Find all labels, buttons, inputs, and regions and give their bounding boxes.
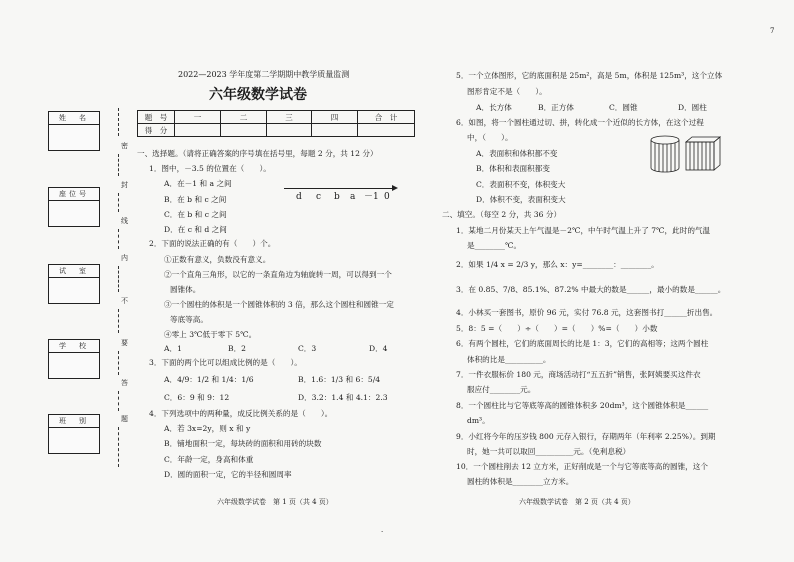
q4-option-c: C．年龄一定，身高和体重 bbox=[164, 455, 254, 464]
score-input-cell[interactable] bbox=[358, 124, 415, 137]
q2-option-a: A．1 bbox=[164, 344, 182, 353]
score-table-header-cell: 一 bbox=[175, 111, 221, 124]
score-table-header-cell: 三 bbox=[267, 111, 312, 124]
school-field-box bbox=[48, 339, 100, 379]
q6-stem-cont: 中，（ ）。 bbox=[467, 133, 513, 142]
q6-stem: 6．如图，将一个圆柱通过切、拼，转化成一个近似的长方体，在这个过程 bbox=[456, 118, 704, 127]
q5-option-b: B．正方体 bbox=[538, 103, 574, 112]
number-line-label: d bbox=[296, 192, 302, 202]
q1-option-b: B．在 b 和 c 之间 bbox=[164, 195, 227, 204]
q4-option-d: D．圆的面积一定，它的半径和圆周率 bbox=[164, 470, 292, 479]
seat-field-box bbox=[48, 187, 100, 227]
number-line-label: c bbox=[316, 192, 322, 202]
fill-q9-cont: 时，她一共可以取回__________元。（免利息税） bbox=[467, 447, 631, 456]
score-input-cell[interactable] bbox=[267, 124, 312, 137]
score-table bbox=[137, 110, 415, 137]
exam-header-title: 2022—2023 学年度第二学期期中教学质量监测 bbox=[178, 70, 350, 79]
q3-stem: 3．下面的两个比可以组成比例的是（ ）。 bbox=[149, 358, 302, 367]
q6-option-d: D．体积不变，表面积变大 bbox=[476, 195, 566, 204]
fill-q3: 3．在 0.85、7/8、85.1%、87.2% 中最大的数是______，最小的数是______。 bbox=[456, 285, 726, 294]
section1-heading: 一、选择题。（请将正确答案的序号填在括号里，每题 2 分，共 12 分） bbox=[137, 149, 378, 158]
q2-statement-2-cont: 圆锥体。 bbox=[170, 285, 201, 294]
q3-option-d: D．3.2：1.4 和 4.1：2.3 bbox=[298, 393, 388, 402]
number-line-axis bbox=[284, 188, 396, 189]
number-line-arrow bbox=[392, 185, 398, 191]
q1-option-c: C．在 b 和 c 之间 bbox=[164, 210, 227, 219]
room-field-label: 试 室 bbox=[59, 267, 89, 275]
q3-option-c: C．6：9 和 9：12 bbox=[164, 393, 230, 402]
seat-field-label: 座位号 bbox=[59, 190, 89, 198]
q2-option-b: B．2 bbox=[228, 344, 247, 353]
q5-stem: 5．一个立体图形，它的底面积是 25m²，高是 5m，体积是 125m³，这个立体 bbox=[456, 71, 723, 80]
fill-q2: 2．如果 1/4 x = 2/3 y，那么 x：y=________：________。 bbox=[456, 260, 659, 269]
q6-option-b: B．体积和表面积都变 bbox=[476, 164, 550, 173]
fill-q5: 5．8：5 =（ ）÷（ ）=（ ）%=（ ）小数 bbox=[456, 324, 658, 333]
fill-q6-cont: 体积的比是__________。 bbox=[467, 355, 551, 364]
number-line-label: a bbox=[350, 192, 356, 202]
score-input-cell[interactable] bbox=[221, 124, 267, 137]
q5-stem-cont: 图形肯定不是（ ）。 bbox=[467, 87, 547, 96]
school-field-label: 学 校 bbox=[59, 342, 89, 350]
q4-option-a: A．若 3x=2y，则 x 和 y bbox=[164, 424, 251, 433]
q1-option-d: D．在 c 和 d 之间 bbox=[164, 225, 227, 234]
seal-char: 要 bbox=[121, 339, 128, 347]
seal-char: 密 bbox=[121, 142, 128, 150]
q3-option-a: A．4/9：1/2 和 1/4：1/6 bbox=[164, 375, 254, 384]
score-table-header-cell: 二 bbox=[221, 111, 267, 124]
corner-mark: 7 bbox=[770, 27, 775, 35]
seal-char: 内 bbox=[121, 254, 128, 262]
q2-statement-1: ①正数有意义，负数没有意义。 bbox=[164, 255, 271, 264]
fill-q1-cont: 是________℃。 bbox=[467, 241, 522, 250]
footer-page-1: 六年级数学试卷 第 1 页（共 4 页） bbox=[217, 498, 333, 506]
fill-q8: 8．一个圆柱比与它等底等高的圆锥体积多 20dm³，这个圆锥体积是______ bbox=[456, 401, 709, 410]
sliced-cylinder-icon bbox=[651, 136, 679, 172]
score-input-cell[interactable] bbox=[175, 124, 221, 137]
score-table-header-cell: 题 号 bbox=[138, 111, 175, 124]
footer-page-2: 六年级数学试卷 第 2 页（共 4 页） bbox=[519, 498, 635, 506]
q4-stem: 4．下列选项中的两种量，成反比例关系的是（ ）。 bbox=[149, 409, 333, 418]
q2-statement-3: ③一个圆柱的体积是一个圆锥体积的 3 倍，那么这个圆柱和圆锥一定 bbox=[164, 300, 394, 309]
fill-q8-cont: dm³。 bbox=[467, 416, 490, 425]
exam-subtitle: 六年级数学试卷 bbox=[209, 87, 307, 103]
q5-option-d: D．圆柱 bbox=[678, 103, 707, 112]
q2-option-d: D．4 bbox=[369, 344, 388, 353]
class-field-box bbox=[48, 414, 100, 454]
fill-q9: 9．小红将今年的压岁钱 800 元存入银行，存期两年（年利率 2.25%）。到期 bbox=[456, 432, 716, 441]
q2-statement-2: ②一个直角三角形，以它的一条直角边为轴旋转一周，可以得到一个 bbox=[164, 270, 392, 279]
cuboid-icon bbox=[686, 137, 720, 170]
fill-q1: 1．某地二月份某天上午气温是－2℃，中午时气温上升了 7℃，此时的气温 bbox=[456, 226, 711, 235]
q4-option-b: B．铺地面积一定，每块砖的面积和用砖的块数 bbox=[164, 439, 322, 448]
fill-q4: 4．小林买一套图书，原价 96 元，实付 76.8 元，这套图书打______折出售。 bbox=[456, 308, 718, 317]
cylinder-to-cuboid-figure bbox=[648, 134, 724, 174]
fill-q7-cont: 服应付________元。 bbox=[467, 385, 536, 394]
q1-stem: 1．图中，－3.5 的位置在（ ）。 bbox=[149, 164, 271, 173]
q5-option-a: A．长方体 bbox=[476, 103, 512, 112]
name-field-box bbox=[48, 111, 100, 151]
q6-option-c: C．表面积不变，体积变大 bbox=[476, 180, 566, 189]
seal-char: 不 bbox=[121, 297, 128, 305]
center-dot: · bbox=[381, 528, 384, 536]
q2-statement-4: ④零上 3℃低于零下 5℃。 bbox=[164, 330, 257, 339]
score-table-header-cell: 四 bbox=[312, 111, 358, 124]
fill-q10: 10．一个圆柱削去 12 立方米，正好削成是一个与它等底等高的圆锥，这个 bbox=[456, 462, 708, 471]
number-line-label: 0 bbox=[384, 192, 390, 202]
q5-option-c: C．圆锥 bbox=[609, 103, 638, 112]
q2-option-c: C．3 bbox=[298, 344, 317, 353]
number-line-label: b bbox=[334, 192, 340, 202]
q2-statement-3-cont: 等底等高。 bbox=[170, 315, 208, 324]
q3-option-b: B．1.6：1/3 和 6：5/4 bbox=[298, 375, 381, 384]
score-input-cell[interactable] bbox=[312, 124, 358, 137]
q2-stem: 2．下面的说法正确的有（ ）个。 bbox=[149, 239, 276, 248]
seal-char: 封 bbox=[121, 181, 128, 189]
seal-char: 答 bbox=[121, 379, 128, 387]
fill-q10-cont: 圆柱的体积是________立方米。 bbox=[467, 477, 574, 486]
score-table-header-cell: 合 计 bbox=[358, 111, 415, 124]
name-field-label: 姓 名 bbox=[59, 114, 89, 122]
section2-heading: 二、填空。（每空 2 分，共 36 分） bbox=[442, 210, 562, 219]
number-line-label: －1 bbox=[364, 192, 379, 202]
q1-option-a: A．在－1 和 a 之间 bbox=[164, 179, 232, 188]
q6-option-a: A．表面积和体积都不变 bbox=[476, 149, 558, 158]
class-field-label: 班 别 bbox=[59, 417, 89, 425]
fill-q7: 7．一件衣服标价 180 元，商场活动打“五五折”销售，张阿姨要买这件衣 bbox=[456, 370, 701, 379]
room-field-box bbox=[48, 264, 100, 304]
score-row-label: 得 分 bbox=[138, 124, 175, 137]
seal-char: 线 bbox=[121, 217, 128, 225]
seal-char: 题 bbox=[121, 415, 128, 423]
fill-q6: 6．有两个圆柱，它们的底面周长的比是 1：3，它们的高相等；这两个圆柱 bbox=[456, 339, 709, 348]
